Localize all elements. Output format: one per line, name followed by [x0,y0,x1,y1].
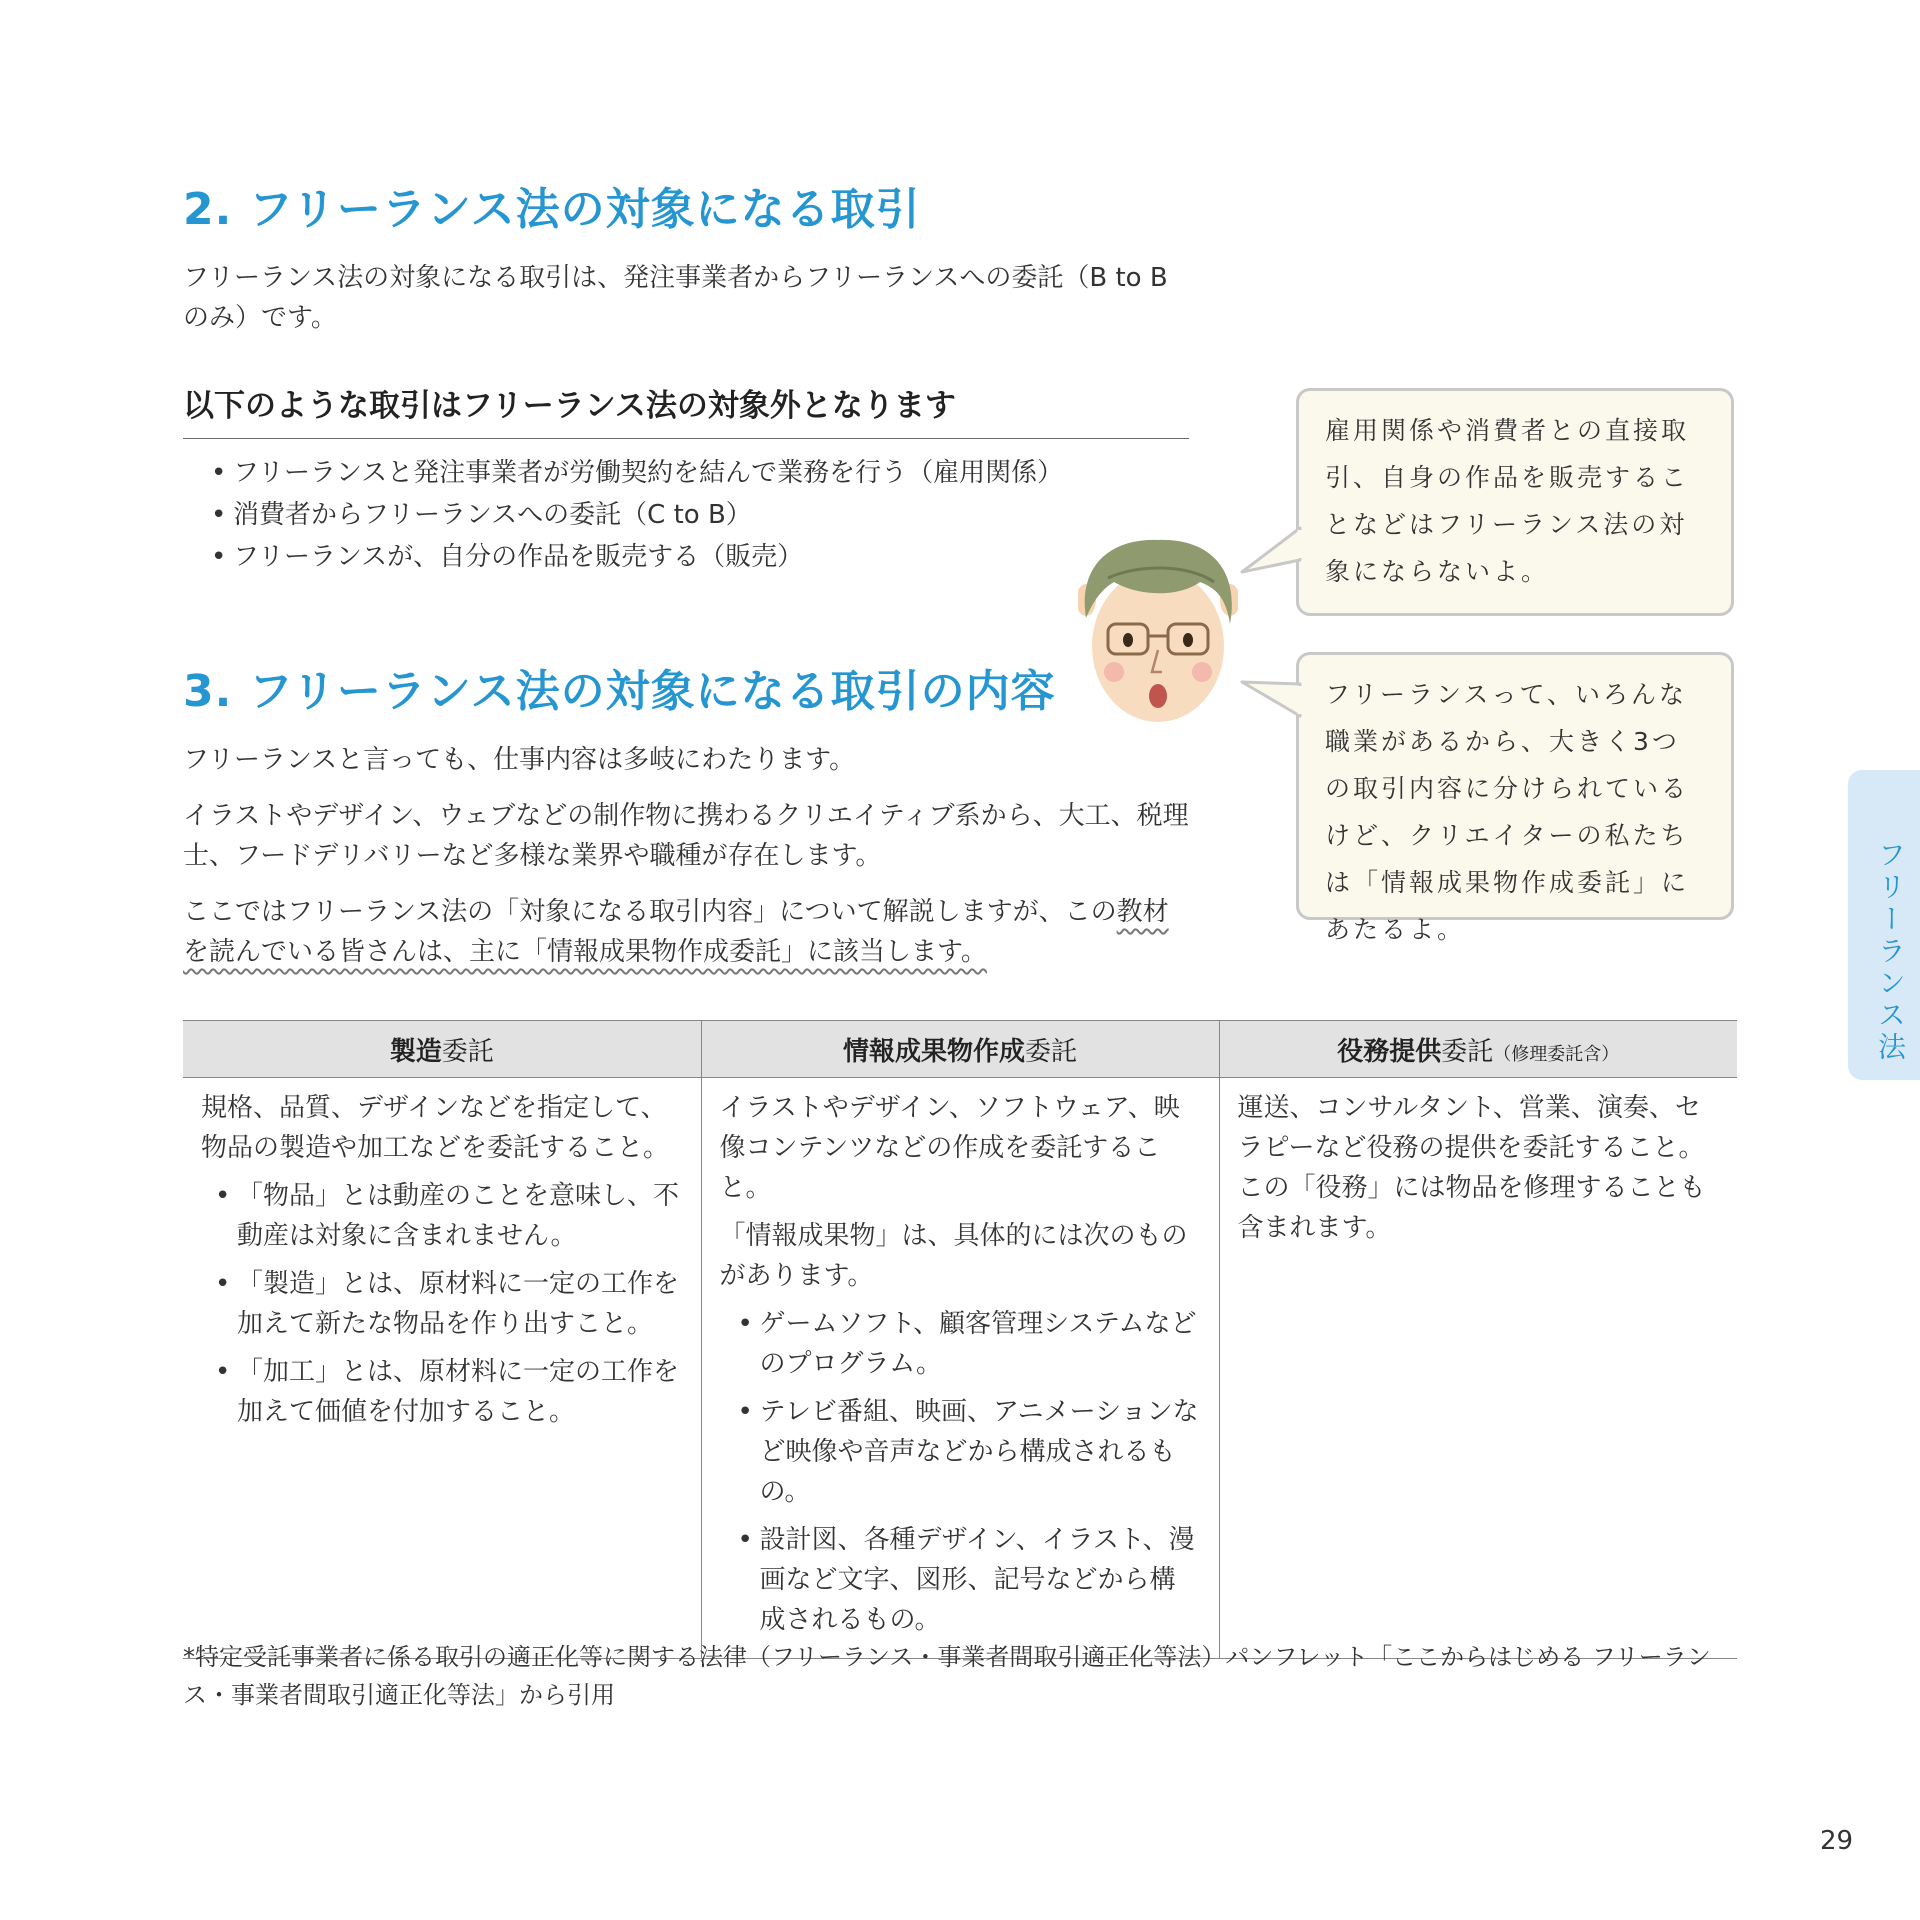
list-item: • テレビ番組、映画、アニメーションなど映像や音声などから構成されるもの。 [732,1392,1201,1512]
list-item: • フリーランスと発注事業者が労働契約を結んで業務を行う（雇用関係） [205,452,1205,494]
character-illustration [1078,538,1238,730]
list-item: • ゲームソフト、顧客管理システムなどのプログラム。 [732,1304,1201,1384]
cell-text-2: 「情報成果物」は、具体的には次のものがあります。 [719,1221,1188,1291]
list-item: • 消費者からフリーランスへの委託（C to B） [205,494,1205,536]
section-3-paragraph-3 [183,892,1193,972]
section-2-intro: フリーランス法の対象になる取引は、発注事業者からフリーランスへの委託（B to Bのみ）です。 [183,263,1168,333]
header-light: 委託 [1441,1036,1494,1067]
header-information-product [701,1021,1219,1078]
side-tab-label: フリーランス法 [1874,840,1907,1064]
footnote: *特定受託事業者に係る取引の適正化等に関する法律（フリーランス・事業者間取引適正化等法）パンフレット「ここからはじめる フリーランス・事業者間取引適正化等法」から引用 [183,1643,1711,1709]
table-header-row [183,1021,1737,1078]
speech-bubble-top [1296,388,1734,616]
header-manufacturing [183,1021,701,1078]
cell-manufacturing [183,1078,701,1659]
emphasized-text: 教材を読んでいる皆さんは、主に「情報成果物作成委託」に該当します。 [183,897,1169,967]
list-item: • 「製造」とは、原材料に一定の工作を加えて新たな物品を作り出すこと。 [209,1264,683,1344]
excluded-transactions-heading: 以下のような取引はフリーランス法の対象外となります [183,384,1189,439]
header-bold: 役務提供 [1337,1036,1442,1067]
header-service-provision [1219,1021,1737,1078]
section-2-heading: 2. フリーランス法の対象になる取引 [183,184,921,235]
header-bold: 情報成果物作成 [842,1036,1025,1067]
page-number: 29 [1820,1826,1854,1856]
header-bold: 製造 [389,1036,442,1067]
section-3-paragraph-1: フリーランスと言っても、仕事内容は多岐にわたります。 [183,745,856,775]
speech-bubble-text: 雇用関係や消費者との直接取引、自身の作品を販売することなどはフリーランス法の対象にならないよ。 [1325,416,1690,586]
header-light: 委託 [441,1036,494,1067]
speech-bubble-bottom [1296,652,1734,944]
speech-bubble-top-tail [1240,520,1302,580]
cell-text: イラストやデザイン、ソフトウェア、映像コンテンツなどの作成を委託すること。 [719,1093,1180,1203]
list-item: • 「加工」とは、原材料に一定の工作を加えて価値を付加すること。 [209,1352,683,1432]
header-note: （修理委託含） [1493,1043,1620,1065]
cell-list [732,1304,1201,1640]
section-3-heading: 3. フリーランス法の対象になる取引の内容 [183,666,1056,717]
list-item: • フリーランスが、自分の作品を販売する（販売） [205,536,1205,578]
transaction-types-table [183,1020,1737,1659]
section-3-paragraph-2: イラストやデザイン、ウェブなどの制作物に携わるクリエイティブ系から、大工、税理士、フードデリバリーなど多様な業界や職種が存在します。 [183,801,1189,871]
cell-information-product [701,1078,1219,1659]
excluded-transactions-list [205,452,1205,578]
cell-text: 規格、品質、デザインなどを指定して、物品の製造や加工などを委託すること。 [201,1093,670,1163]
cell-list [209,1176,683,1432]
table-row [183,1078,1737,1659]
list-item: • 設計図、各種デザイン、イラスト、漫画など文字、図形、記号などから構成されるもの。 [732,1520,1201,1640]
side-tab [1848,770,1920,1080]
header-light: 委託 [1025,1036,1078,1067]
cell-text: 運送、コンサルタント、営業、演奏、セラピーなど役務の提供を委託すること。この「役務」には物品を修理することも含まれます。 [1237,1093,1706,1243]
cell-service-provision [1219,1078,1737,1659]
speech-bubble-bottom-tail [1240,672,1302,732]
list-item: • 「物品」とは動産のことを意味し、不動産は対象に含まれません。 [209,1176,683,1256]
paragraph-3-text: ここではフリーランス法の「対象になる取引内容」について解説しますが、この [183,897,1117,927]
speech-bubble-text: フリーランスって、いろんな職業があるから、大きく3つの取引内容に分けられているけど、クリエイターの私たちは「情報成果物作成委託」にあたるよ。 [1325,680,1690,944]
